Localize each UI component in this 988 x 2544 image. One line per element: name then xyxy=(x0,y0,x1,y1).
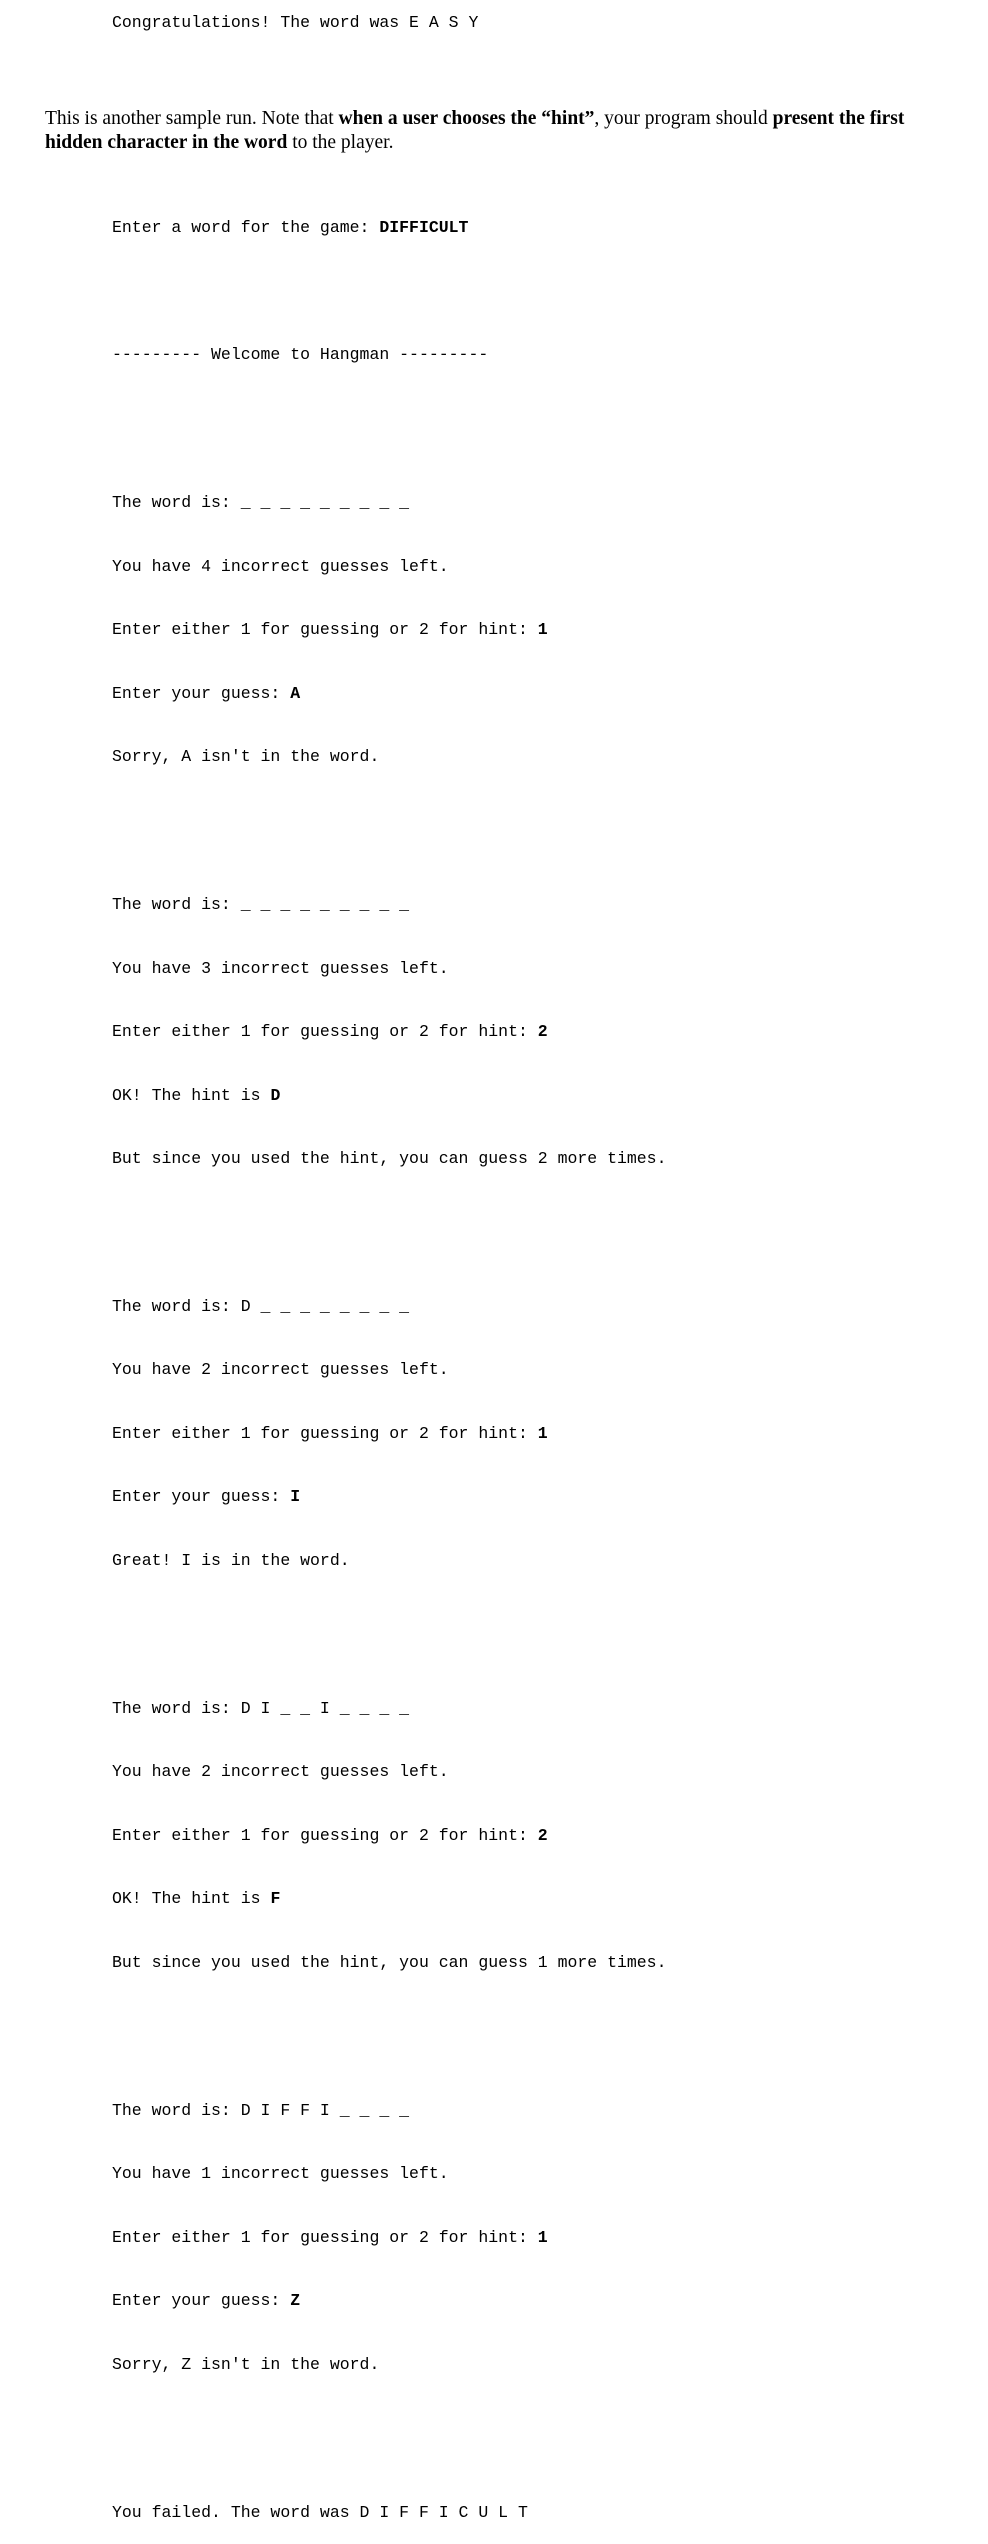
round-1-result: Sorry, A isn't in the word. xyxy=(112,747,380,767)
choice-prompt: Enter either 1 for guessing or 2 for hint: xyxy=(112,1022,538,1042)
action-prompt: Enter your guess: xyxy=(112,683,291,703)
round-2-word: The word is: _ _ _ _ _ _ _ _ _ xyxy=(112,895,410,915)
round-5-action-line xyxy=(112,2290,667,2311)
intro-text-2: , your program should xyxy=(594,108,773,129)
choice-value: 2 xyxy=(537,1825,548,1845)
action-prompt: Enter your guess: xyxy=(112,1487,291,1507)
blank-line xyxy=(112,1211,667,1232)
choice-prompt: Enter either 1 for guessing or 2 for hint: xyxy=(112,620,538,640)
round-2-action-line xyxy=(112,1085,667,1106)
intro-paragraph xyxy=(45,107,945,155)
round-4-choice-line xyxy=(112,1825,667,1846)
action-prompt: Enter your guess: xyxy=(112,2291,291,2311)
blank-line xyxy=(112,2015,667,2036)
round-4-result: But since you used the hint, you can guess 1 more times. xyxy=(112,1952,667,1972)
intro-bold-2: present the first hidden character in the word xyxy=(45,108,905,153)
welcome-banner: --------- Welcome to Hangman --------- xyxy=(112,345,489,365)
round-3-left: You have 2 incorrect guesses left. xyxy=(112,1360,449,1380)
round-5-word: The word is: D I F F I _ _ _ _ xyxy=(112,2100,410,2120)
round-1-action-line xyxy=(112,683,667,704)
enter-word-value: DIFFICULT xyxy=(379,218,469,238)
action-prompt: OK! The hint is xyxy=(112,1889,271,1909)
action-value: D xyxy=(270,1085,281,1105)
round-4-action-line xyxy=(112,1888,667,1909)
round-3-word: The word is: D _ _ _ _ _ _ _ _ xyxy=(112,1297,410,1317)
round-2-choice-line xyxy=(112,1021,667,1042)
intro-text-3: to the player. xyxy=(287,132,394,153)
round-1-left: You have 4 incorrect guesses left. xyxy=(112,556,449,576)
enter-word-line xyxy=(112,217,667,238)
final-result: You failed. The word was D I F F I C U L T xyxy=(112,2502,528,2522)
action-value: F xyxy=(270,1889,281,1909)
round-3-choice-line xyxy=(112,1423,667,1444)
choice-value: 1 xyxy=(537,2227,548,2247)
blank-line xyxy=(112,1613,667,1634)
action-value: I xyxy=(290,1487,301,1507)
round-1-choice-line xyxy=(112,619,667,640)
round-5-left: You have 1 incorrect guesses left. xyxy=(112,2164,449,2184)
blank-line xyxy=(112,281,667,302)
choice-prompt: Enter either 1 for guessing or 2 for hint: xyxy=(112,1825,538,1845)
choice-value: 1 xyxy=(537,620,548,640)
choice-prompt: Enter either 1 for guessing or 2 for hint: xyxy=(112,1423,538,1443)
choice-prompt: Enter either 1 for guessing or 2 for hint: xyxy=(112,2227,538,2247)
choice-value: 2 xyxy=(537,1022,548,1042)
round-5-result: Sorry, Z isn't in the word. xyxy=(112,2354,380,2374)
intro-bold-1: when a user chooses the “hint” xyxy=(338,108,595,129)
sample-run-output xyxy=(112,175,667,2544)
blank-line xyxy=(112,810,667,831)
round-4-left: You have 2 incorrect guesses left. xyxy=(112,1762,449,1782)
action-value: A xyxy=(290,683,301,703)
choice-value: 1 xyxy=(537,1423,548,1443)
round-4-word: The word is: D I _ _ I _ _ _ _ xyxy=(112,1698,410,1718)
action-prompt: OK! The hint is xyxy=(112,1085,271,1105)
round-3-action-line xyxy=(112,1486,667,1507)
blank-line xyxy=(112,2417,667,2438)
enter-word-prompt: Enter a word for the game: xyxy=(112,218,380,238)
blank-line xyxy=(112,408,667,429)
round-3-result: Great! I is in the word. xyxy=(112,1550,350,1570)
round-2-result: But since you used the hint, you can guess 2 more times. xyxy=(112,1148,667,1168)
round-2-left: You have 3 incorrect guesses left. xyxy=(112,958,449,978)
previous-run-ending: Congratulations! The word was E A S Y xyxy=(112,13,479,32)
action-value: Z xyxy=(290,2291,301,2311)
round-5-choice-line xyxy=(112,2227,667,2248)
intro-text-1: This is another sample run. Note that xyxy=(45,108,339,129)
round-1-word: The word is: _ _ _ _ _ _ _ _ _ xyxy=(112,493,410,513)
